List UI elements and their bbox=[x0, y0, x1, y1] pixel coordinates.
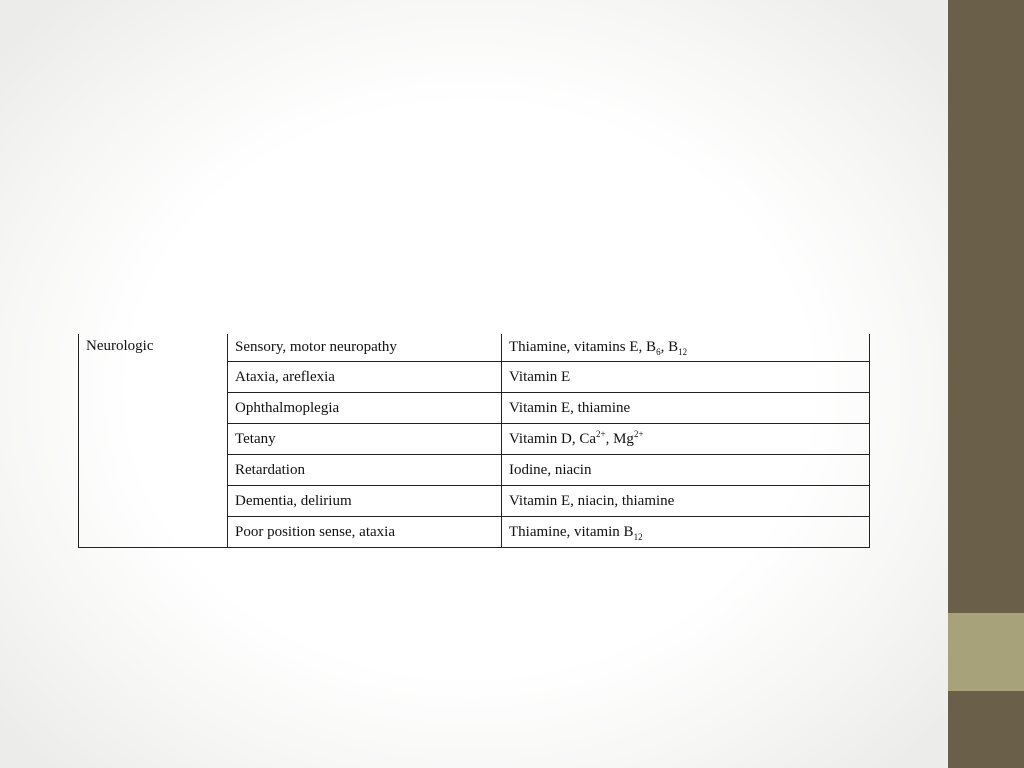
cause-text: Thiamine, vitamins E, B bbox=[509, 339, 657, 355]
cause-text: , B bbox=[660, 339, 679, 355]
side-accent bbox=[948, 613, 1024, 691]
system-cell: Neurologic bbox=[79, 334, 228, 548]
cause-text: Thiamine, vitamin B bbox=[509, 523, 634, 540]
nutrient-deficiency-table bbox=[78, 334, 870, 548]
cause-cell bbox=[502, 424, 870, 455]
finding-cell: Poor position sense, ataxia bbox=[228, 517, 502, 548]
finding-cell: Ophthalmoplegia bbox=[228, 393, 502, 424]
cause-cell: Iodine, niacin bbox=[502, 455, 870, 486]
cause-text: Vitamin D, Ca bbox=[509, 430, 597, 447]
subscript: 12 bbox=[633, 531, 643, 542]
finding-cell: Ataxia, areflexia bbox=[228, 362, 502, 393]
finding-cell: Tetany bbox=[228, 424, 502, 455]
cause-cell bbox=[502, 334, 870, 362]
cause-text: , Mg bbox=[605, 430, 634, 447]
subscript: 6 bbox=[656, 347, 661, 357]
finding-cell: Retardation bbox=[228, 455, 502, 486]
superscript: 2+ bbox=[633, 428, 644, 439]
cause-cell: Vitamin E, niacin, thiamine bbox=[502, 486, 870, 517]
finding-cell: Dementia, delirium bbox=[228, 486, 502, 517]
cause-cell bbox=[502, 517, 870, 548]
cause-cell: Vitamin E bbox=[502, 362, 870, 393]
subscript: 12 bbox=[678, 347, 688, 357]
table-row bbox=[79, 334, 870, 362]
finding-cell: Sensory, motor neuropathy bbox=[228, 334, 502, 362]
superscript: 2+ bbox=[596, 428, 606, 439]
cause-cell: Vitamin E, thiamine bbox=[502, 393, 870, 424]
